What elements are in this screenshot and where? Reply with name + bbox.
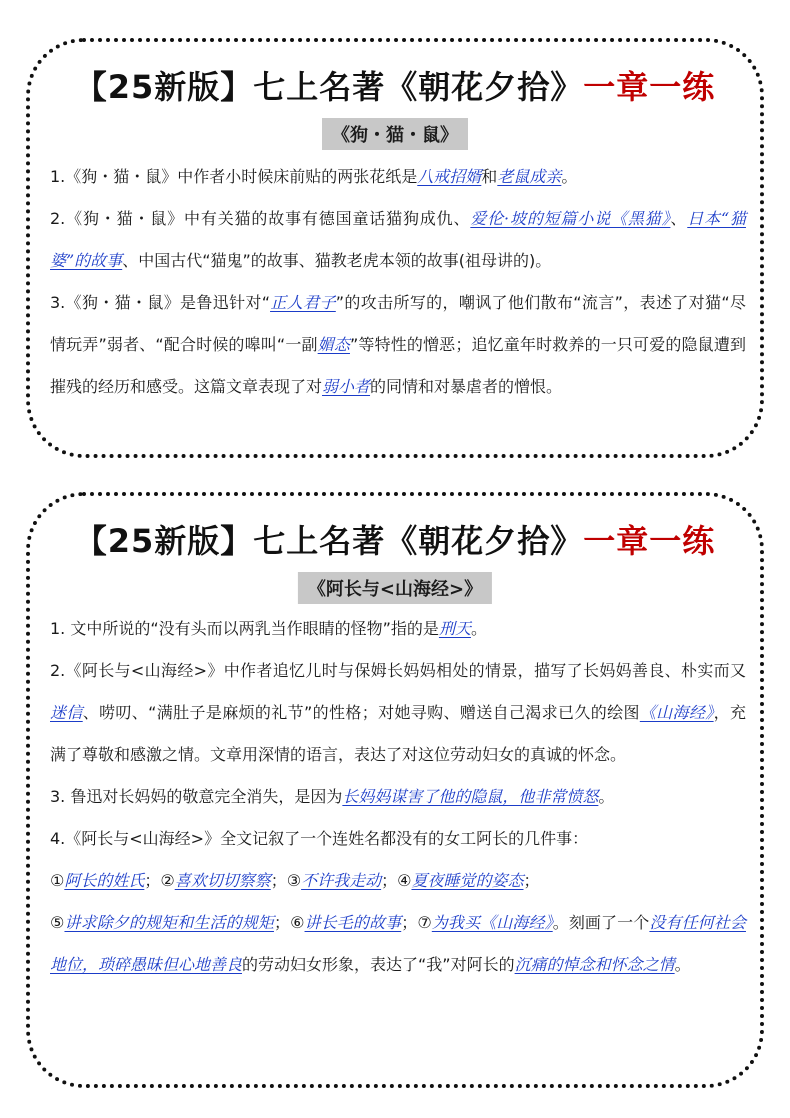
title-highlight: 一章一练	[583, 522, 716, 560]
answer: 老鼠成亲	[497, 167, 562, 186]
answer: 长妈妈谋害了他的隐鼠，他非常愤怒	[342, 787, 599, 806]
question-1: 1.《狗・猫・鼠》中作者小时候床前贴的两张花纸是八戒招婿和老鼠成亲。	[50, 167, 578, 186]
question-1: 1. 文中所说的“没有头而以两乳当作眼睛的怪物”指的是刑天。	[50, 619, 487, 638]
answer: 没有任何社会地位，琐碎愚昧但心地善良	[50, 913, 746, 974]
answer: 讲长毛的故事	[304, 913, 402, 932]
answer: 日本“猫婆”的故事	[50, 209, 746, 270]
title-main: 【25新版】七上名著《朝花夕拾》	[74, 68, 584, 106]
question-list	[50, 608, 746, 986]
answer: 爱伦·坡的短篇小说《黑猫》	[470, 209, 671, 228]
answer: 刑天	[438, 619, 471, 638]
title-main: 【25新版】七上名著《朝花夕拾》	[74, 522, 584, 560]
question-3: 3. 鲁迅对长妈妈的敬意完全消失，是因为长妈妈谋害了他的隐鼠，他非常愤怒。	[50, 787, 615, 806]
answer: 媚态	[317, 335, 350, 354]
question-4: 4.《阿长与<山海经>》全文记叙了一个连姓名都没有的女工阿长的几件事： ①阿长的姓氏；②喜欢切切察察；③不许我走动；④夏夜睡觉的姿态； ⑤讲求除夕的规矩和生活的规矩；⑥讲长毛的故事；⑦为我买《山海经》。刻画了一个没有任何社会地位，琐碎愚昧但心地善良的劳动妇女形象，表达了“我”对阿长的沉痛的悼念和怀念之情。	[50, 829, 746, 974]
title-highlight: 一章一练	[583, 68, 716, 106]
answer: 沉痛的悼念和怀念之情	[514, 955, 675, 974]
answer: 夏夜睡觉的姿态	[411, 871, 524, 890]
chapter-subtitle: 《狗・猫・鼠》	[322, 118, 468, 150]
question-3: 3.《狗・猫・鼠》是鲁迅针对“正人君子”的攻击所写的，嘲讽了他们散布“流言”，表述了对猫“尽情玩弄”弱者、“配合时候的嗥叫“一副媚态”等特性的憎恶；追忆童年时救养的一只可爱的隐鼠遭到摧残的经历和感受。这篇文章表现了对弱小者的同情和对暴虐者的憎恨。	[50, 293, 746, 396]
answer: 《山海经》	[639, 703, 714, 722]
question-2: 2.《阿长与<山海经>》中作者追忆儿时与保姆长妈妈相处的情景，描写了长妈妈善良、朴实而又迷信、唠叨、“满肚子是麻烦的礼节”的性格；对她寻购、赠送自己渴求已久的绘图《山海经》，充满了尊敬和感激之情。文章用深情的语言，表达了对这位劳动妇女的真诚的怀念。	[50, 661, 746, 764]
answer: 为我买《山海经》	[431, 913, 553, 932]
answer: 讲求除夕的规矩和生活的规矩	[64, 913, 274, 932]
question-2: 2.《狗・猫・鼠》中有关猫的故事有德国童话猫狗成仇、爱伦·坡的短篇小说《黑猫》、日本“猫婆”的故事、中国古代“猫鬼”的故事、猫教老虎本领的故事(祖母讲的)。	[50, 209, 746, 270]
answer: 迷信	[50, 703, 83, 722]
answer: 阿长的姓氏	[64, 871, 145, 890]
question-list	[50, 156, 746, 408]
chapter-card-ah-chang	[26, 492, 764, 1088]
answer: 弱小者	[322, 377, 371, 396]
answer: 喜欢切切察察	[174, 871, 271, 890]
chapter-card-dog-cat-mouse	[26, 38, 764, 458]
card-title	[30, 62, 760, 108]
answer: 不许我走动	[301, 871, 382, 890]
answer: 正人君子	[270, 293, 336, 312]
answer: 八戒招婿	[417, 167, 482, 186]
chapter-subtitle: 《阿长与<山海经>》	[298, 572, 492, 604]
card-title	[30, 516, 760, 562]
